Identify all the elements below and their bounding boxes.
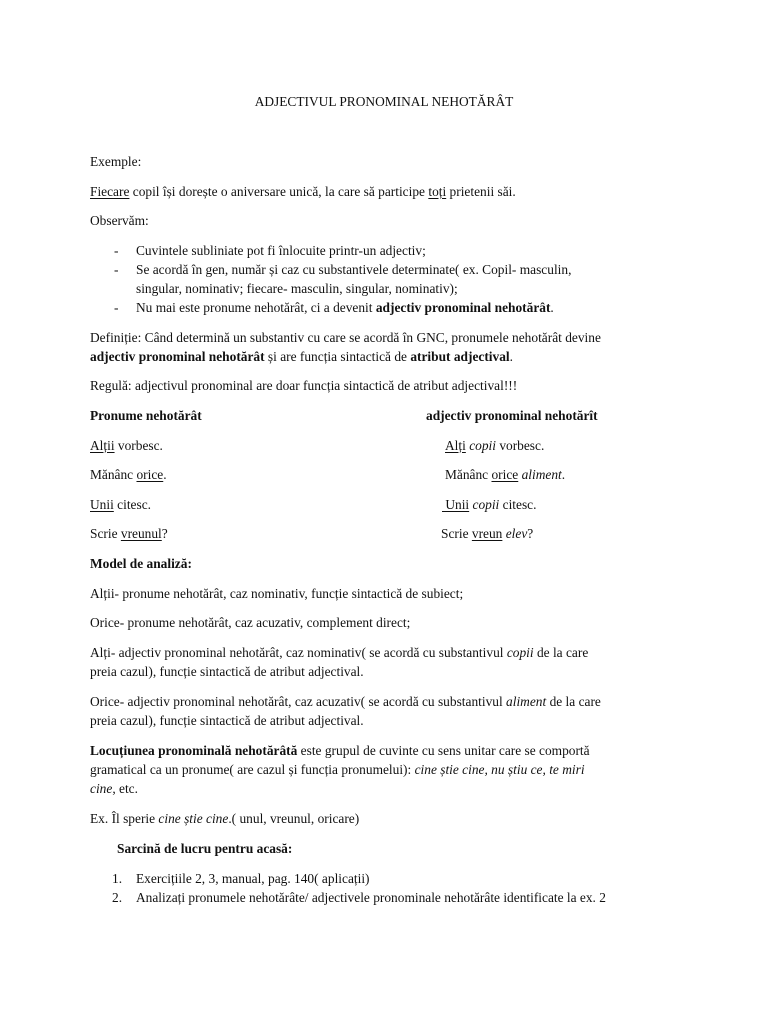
example-text: Mănânc <box>90 467 137 482</box>
sentence-text: copil își dorește o aniversare unică, la care să participe <box>129 184 429 199</box>
example-text: vorbesc. <box>114 438 163 453</box>
example-text: Mănânc <box>445 467 492 482</box>
italic-examples: cine <box>90 781 113 796</box>
underlined-word: Unii <box>90 497 114 512</box>
sentence-text: prietenii săi. <box>446 184 516 199</box>
italic-noun: aliment <box>506 694 547 709</box>
underlined-word: orice <box>136 467 164 482</box>
underlined-word: Alți <box>445 438 466 453</box>
example-right <box>445 438 544 454</box>
example-right <box>442 497 536 513</box>
homework-label: Sarcină de lucru pentru acasă: <box>117 841 293 856</box>
example-text: ? <box>527 526 534 541</box>
example-text: . <box>561 467 566 482</box>
analysis-line: Orice- pronume nehotărât, caz acuzativ, complement direct; <box>90 615 411 630</box>
list-number: 2. <box>112 890 123 905</box>
analysis-text: Orice- adjectiv pronominal nehotărât, caz acuzativ( se acordă cu substantivul <box>90 694 507 709</box>
bold-term: adjectiv pronominal nehotărât <box>375 300 551 315</box>
locution-text: , etc. <box>112 781 138 796</box>
example-text: Ex. Îl sperie <box>90 811 159 826</box>
analysis-text: de la care <box>546 694 601 709</box>
analysis-text: de la care <box>533 645 589 660</box>
list-number: 1. <box>112 871 123 886</box>
bullet-mark: - <box>114 243 119 258</box>
analysis-line: Alții- pronume nehotărât, caz nominativ, funcție sintactică de subiect; <box>90 586 464 601</box>
bullet-text: Nu mai este pronume nehotărât, ci a devenit <box>136 300 376 315</box>
underlined-word: vreun <box>471 526 503 541</box>
locution-text: este grupul de cuvinte cu sens unitar care se comportă <box>297 743 590 758</box>
bullet-item: Se acordă în gen, număr și caz cu substantivele determinate( ex. Copil- masculin, <box>136 262 572 277</box>
homework-item: Analizați pronumele nehotărâte/ adjectivele pronominale nehotărâte identificate la ex. 2 <box>136 890 606 905</box>
example-text: ? <box>161 526 168 541</box>
underlined-word: Unii <box>442 497 470 512</box>
bullet-item-continuation: singular, nominativ; fiecare- masculin, singular, nominativ); <box>136 281 458 296</box>
italic-examples: cine știe cine <box>158 811 229 826</box>
bullet-item: Cuvintele subliniate pot fi înlocuite printr-un adjectiv; <box>136 243 426 258</box>
example-text: vorbesc. <box>495 438 545 453</box>
example-line <box>90 811 728 827</box>
italic-noun: elev <box>502 526 528 541</box>
example-right <box>441 526 533 542</box>
analysis-line-continuation: preia cazul), funcție sintactică de atribut adjectival. <box>90 713 364 728</box>
bullet-text: . <box>550 300 554 315</box>
underlined-word: Alții <box>90 438 115 453</box>
example-left <box>90 438 728 454</box>
italic-noun: copii <box>465 438 496 453</box>
locution-line-3 <box>90 781 728 797</box>
underlined-word: orice <box>491 467 519 482</box>
analysis-line <box>90 694 728 710</box>
bold-term: Locuțiunea pronominală nehotărâtă <box>90 743 298 758</box>
example-right <box>445 467 565 483</box>
definition-text: . <box>509 349 513 364</box>
page-title: ADJECTIVUL PRONOMINAL NEHOTĂRÂT <box>254 94 514 109</box>
example-left <box>90 497 728 513</box>
rule-text: Regulă: adjectivul pronominal are doar funcția sintactică de atribut adjectival!!! <box>90 378 518 393</box>
example-text: citesc. <box>499 497 537 512</box>
italic-examples: cine știe cine, nu știu ce, te miri <box>414 762 585 777</box>
example-sentence <box>90 184 728 200</box>
italic-noun: aliment <box>518 467 562 482</box>
bullet-item <box>136 300 728 316</box>
italic-noun: copii <box>469 497 500 512</box>
definition-text: și are funcția sintactică de <box>264 349 411 364</box>
underlined-word: Fiecare <box>90 184 130 199</box>
definition-line-2 <box>90 349 728 365</box>
bold-term: atribut adjectival <box>410 349 510 364</box>
underlined-word: toți <box>428 184 447 199</box>
locution-text: gramatical ca un pronume( are cazul și funcția pronumelui): <box>90 762 415 777</box>
definition-line-1: Definiție: Când determină un substantiv cu care se acordă în GNC, pronumele nehotărât devine <box>90 330 601 345</box>
analysis-line-continuation: preia cazul), funcție sintactică de atribut adjectival. <box>90 664 364 679</box>
column-heading-right: adjectiv pronominal nehotărît <box>426 408 598 423</box>
observe-label: Observăm: <box>90 213 149 228</box>
bullet-mark: - <box>114 262 119 277</box>
locution-line-1 <box>90 743 728 759</box>
homework-item: Exercițiile 2, 3, manual, pag. 140( aplicații) <box>136 871 370 886</box>
analysis-text: Alți- adjectiv pronominal nehotărât, caz nominativ( se acordă cu substantivul <box>90 645 507 660</box>
example-text: Scrie <box>441 526 472 541</box>
underlined-word: vreunul <box>120 526 162 541</box>
analysis-line <box>90 645 728 661</box>
bullet-mark: - <box>114 300 119 315</box>
example-text: .( unul, vreunul, oricare) <box>228 811 360 826</box>
example-left <box>90 467 728 483</box>
examples-label: Exemple: <box>90 154 142 169</box>
model-label: Model de analiză: <box>90 556 192 571</box>
column-heading-left: Pronume nehotărât <box>90 408 202 423</box>
example-left <box>90 526 728 542</box>
example-text: . <box>163 467 167 482</box>
bold-term: adjectiv pronominal nehotărât <box>90 349 265 364</box>
example-text: Scrie <box>90 526 121 541</box>
italic-noun: copii <box>506 645 534 660</box>
locution-line-2 <box>90 762 728 778</box>
example-text: citesc. <box>113 497 151 512</box>
